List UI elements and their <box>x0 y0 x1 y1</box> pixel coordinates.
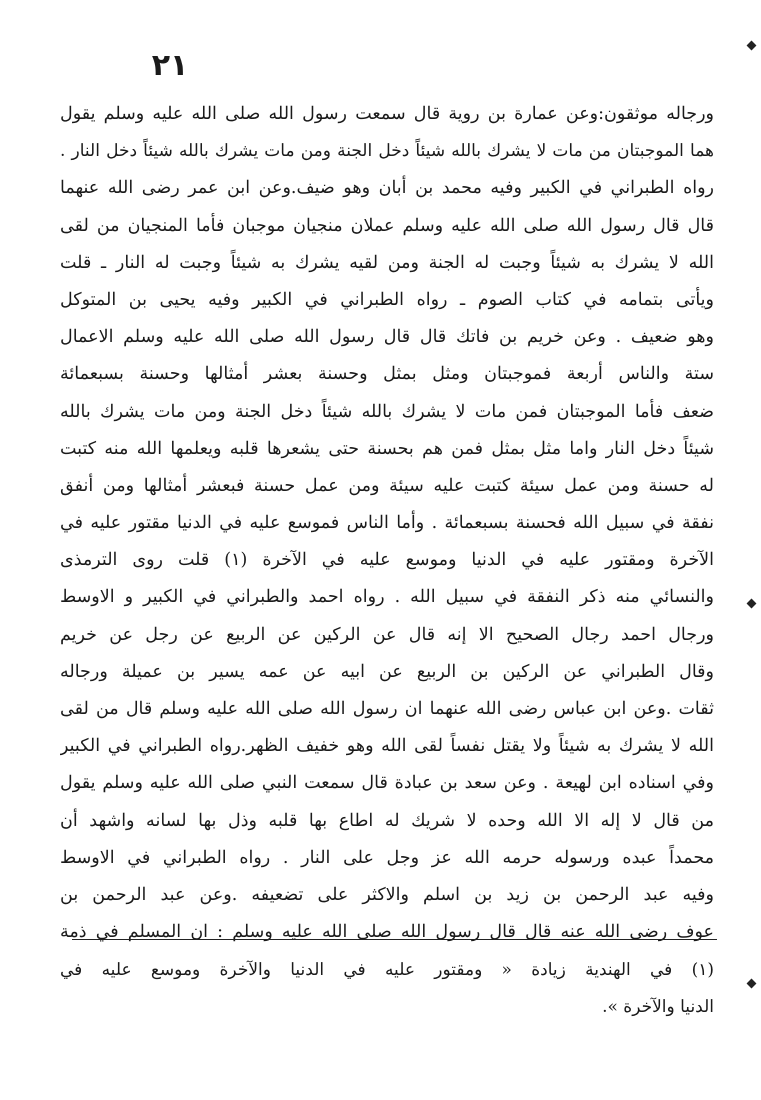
footnote-line: (١) في الهندية زيادة « ومقتور عليه في الدنيا والآخرة وموسع عليه في <box>60 960 714 980</box>
text-line: ثقات .وعن ابن عباس رضى الله عنهما ان رسول الله صلى الله عليه وسلم قال من لقى <box>60 699 714 719</box>
text-line: وفي اسناده ابن لهيعة . وعن سعد بن عبادة قال سمعت النبي صلى الله عليه وسلم يقول <box>60 773 714 794</box>
text-line: والنسائي منه ذكر النفقة في سبيل الله . رواه احمد والطبراني في الكبير و الاوسط <box>60 587 714 608</box>
footnote-divider <box>72 939 717 940</box>
text-line: شيئاً دخل النار واما مثل بمثل فمن هم بحسنة حتى يشعرها قلبه ويعلمها الله منه كتبت <box>60 438 714 459</box>
text-line: وفيه عبد الرحمن بن زيد بن اسلم والاكثر على تضعيفه .وعن عبد الرحمن بن <box>60 884 714 905</box>
text-line: ستة والناس أربعة فموجبتان ومثل بمثل وحسنة بعشر أمثالها وحسنة بسبعمائة <box>60 364 714 385</box>
margin-mark <box>747 599 757 609</box>
margin-mark <box>747 979 757 989</box>
text-line: من قال لا إله الا الله وحده لا شريك له اطاع بها قلبه وذل بها لسانه واشهد أن <box>60 810 714 831</box>
text-line: وقال الطبراني عن الركين بن الربيع عن ابيه عن عمه يسير بن عميلة ورجاله <box>60 661 714 682</box>
text-line: ضعف فأما الموجبتان فمن مات لا يشرك بالله شيئاً دخل الجنة ومن مات يشرك بالله <box>60 401 714 422</box>
text-line: ورجاله موثقون:وعن عمارة بن روية قال سمعت رسول الله صلى الله عليه وسلم يقول <box>60 104 714 124</box>
text-line: عوف رضى الله عنه قال قال رسول الله صلى الله عليه وسلم : ان المسلم في ذمة <box>60 922 714 943</box>
text-line: الله لا يشرك به شيئاً ولا يقتل نفساً لقى الله وهو خفيف الظهر.رواه الطبراني في الكبير <box>60 736 714 757</box>
text-line: الآخرة ومقتور عليه في الدنيا وموسع عليه في الآخرة (١) قلت روى الترمذى <box>60 550 714 571</box>
margin-mark <box>747 41 757 51</box>
text-line: رواه الطبراني في الكبير وفيه محمد بن أبان وهو ضيف.وعن ابن عمر رضى الله عنهما <box>60 178 714 199</box>
text-line: قال قال رسول الله صلى الله عليه وسلم عملان منجيان موجبان فأما المنجيان من لقى <box>60 215 714 236</box>
text-line: هما الموجبتان من مات لا يشرك بالله شيئاً دخل الجنة ومن مات يشرك بالله شيئاً دخل النار . <box>60 141 714 162</box>
text-line: نفقة في سبيل الله فحسنة بسبعمائة . وأما الناس فموسع عليه في الدنيا مقتور عليه في <box>60 513 714 534</box>
page-number: ٢١ <box>151 48 189 83</box>
body-text <box>60 96 714 951</box>
text-line: وهو ضعيف . وعن خريم بن فاتك قال قال رسول الله صلى الله عليه وسلم الاعمال <box>60 327 714 348</box>
text-line: محمداً عبده ورسوله حرمه الله عز وجل على النار . رواه الطبراني في الاوسط <box>60 847 714 868</box>
text-line: ويأتى بتمامه في كتاب الصوم ـ رواه الطبراني في الكبير وفيه يحيى بن المتوكل <box>60 289 714 310</box>
footnotes <box>60 952 714 1026</box>
text-line: ورجال احمد رجال الصحيح الا إنه قال عن الركين عن الربيع عن رجل عن خريم <box>60 624 714 645</box>
text-line: له حسنة ومن عمل سيئة كتبت عليه سيئة ومن عمل حسنة فبعشر أمثالها ومن أنفق <box>60 475 714 496</box>
footnote-line: الدنيا والآخرة ». <box>602 997 714 1017</box>
text-line: الله لا يشرك به شيئاً وجبت له الجنة ومن لقيه يشرك به شيئاً وجبت له النار ـ قلت <box>60 252 714 273</box>
